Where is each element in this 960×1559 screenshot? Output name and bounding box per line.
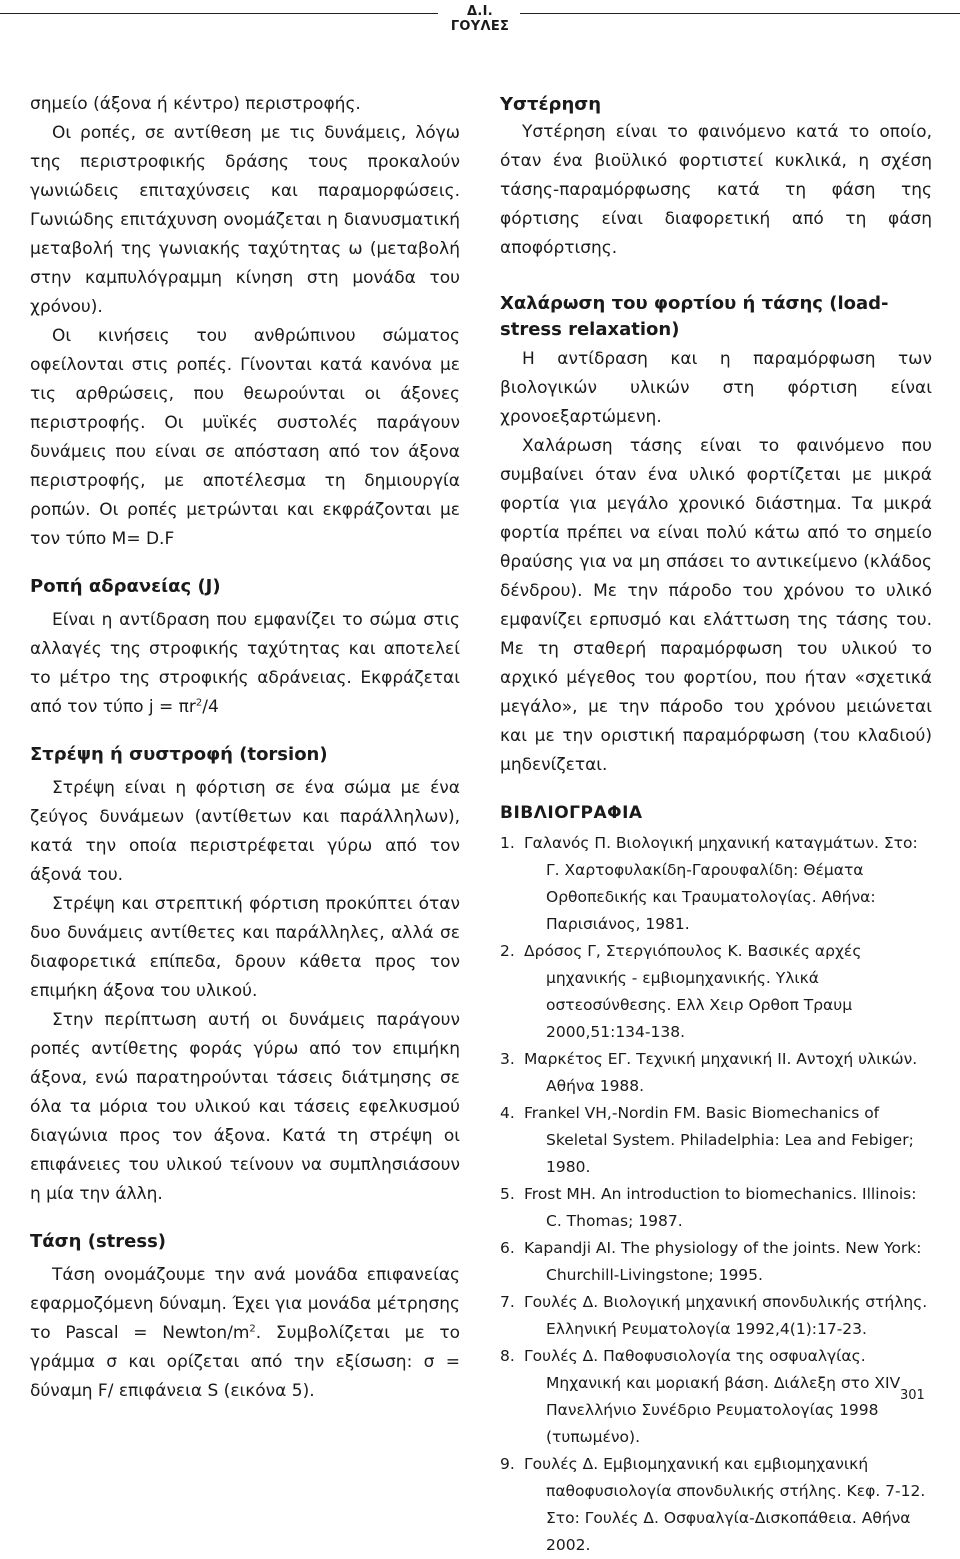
paragraph-torsion-2: Στρέψη και στρεπτική φόρτιση προκύπτει όταν δυο δυνάμεις αντίθετες και παράλληλες, αλλά σε διαφορετικά επίπεδα, δρουν κάθετα προς τον επιμήκη άξονα του υλικού. [30, 894, 460, 1001]
reference-number: 7. [500, 1293, 515, 1311]
right-column [500, 90, 932, 1559]
paragraph-stress [30, 1261, 460, 1406]
reference-item [500, 1100, 932, 1181]
reference-number: 3. [500, 1050, 515, 1068]
stress-superscript: 2 [249, 1323, 256, 1335]
reference-item [500, 1343, 932, 1451]
reference-list [500, 830, 932, 1559]
reference-text: Δρόσος Γ, Στεργιόπουλος Κ. Βασικές αρχές μηχανικής - εμβιομηχανικής. Υλικά οστεοσύνθεσης. Ελλ Χειρ Ορθοπ Τραυμ 2000,51:134-138. [524, 942, 862, 1041]
reference-text: Μαρκέτος ΕΓ. Τεχνική μηχανική ΙΙ. Αντοχή υλικών. Αθήνα 1988. [524, 1050, 918, 1095]
paragraph-body-movements: Οι κινήσεις του ανθρώπινου σώματος οφείλονται στις ροπές. Γίνονται κατά κανόνα με τις αρθρώσεις, που θεωρούνται οι άξονες περιστροφής. Οι μυϊκές συστολές παράγουν δυνάμεις που είναι σε απόσταση από τον άξονα περιστροφής, με αποτέλεσμα τη δημιουργία ροπών. Οι ροπές μετρώνται και εκφράζονται με τον τύπο M= D.F [30, 326, 460, 549]
reference-text: Kapandji AI. The physiology of the joints. New York: Churchill-Livingstone; 1995. [524, 1239, 922, 1284]
reference-item [500, 1181, 932, 1235]
heading-moment-of-inertia: Ροπή αδρανείας (J) [30, 576, 221, 597]
inertia-text-end: /4 [202, 697, 219, 717]
paragraph-hysteresis: Υστέρηση είναι το φαινόμενο κατά το οποίο, όταν ένα βιοϋλικό φορτιστεί κυκλικά, η σχέση τάσης-παραμόρφωσης κατά τη φάση της φόρτισης είναι διαφορετική από τη φάση αποφόρτισης. [500, 122, 932, 258]
reference-number: 5. [500, 1185, 515, 1203]
paragraph-moments: Οι ροπές, σε αντίθεση με τις δυνάμεις, λόγω της περιστροφικής δράσης τους προκαλούν γωνιώδεις επιταχύνσεις και παραμορφώσεις. Γωνιώδης επιτάχυνση ονομάζεται η διανυσματική μεταβολή της γωνιακής ταχύτητας ω (μεταβολή στην καμπυλόγραμμη κίνηση στη μονάδα του χρόνου). [30, 123, 460, 317]
heading-hysteresis: Υστέρηση [500, 94, 602, 115]
header-rule-right [520, 13, 960, 14]
reference-number: 4. [500, 1104, 515, 1122]
reference-text: Frost MH. An introduction to biomechanics. Illinois: C. Thomas; 1987. [524, 1185, 917, 1230]
running-header-title: Δ.Ι. ΓΟΥΛΕΣ [450, 4, 510, 34]
reference-text: Γουλές Δ. Βιολογική μηχανική σπονδυλικής στήλης. Ελληνική Ρευματολογία 1992,4(1):17-23. [524, 1293, 928, 1338]
left-column [30, 90, 460, 1406]
reference-text: Γουλές Δ. Εμβιομηχανική και εμβιομηχανική παθοφυσιολογία σπονδυλικής στήλης. Κεφ. 7-12. Στο: Γουλές Δ. Οσφυαλγία-Δισκοπάθεια. Αθήνα 2002. [524, 1455, 926, 1554]
reference-number: 9. [500, 1455, 515, 1473]
inertia-superscript: 2 [195, 697, 203, 709]
paragraph-relaxation-1: Η αντίδραση και η παραμόρφωση των βιολογικών υλικών στη φόρτιση είναι χρονοεξαρτώμενη. [500, 349, 932, 427]
reference-item [500, 830, 932, 938]
reference-item [500, 938, 932, 1046]
stress-text: Τάση ονομάζουμε την ανά μονάδα επιφανείας εφαρμοζόμενη δύναμη. Έχει για μονάδα μέτρησης το Pascal = Newton/m [30, 1265, 460, 1343]
reference-number: 1. [500, 834, 515, 852]
paragraph-continuation: σημείο (άξονα ή κέντρο) περιστροφής. [30, 94, 361, 114]
running-header [0, 0, 960, 34]
inertia-text: Είναι η αντίδραση που εμφανίζει το σώμα στις αλλαγές της στροφικής ταχύτητας και αποτελεί το μέτρο της στροφικής αδράνειας. Εκφράζεται από τον τύπο j = πr [30, 610, 460, 717]
reference-item [500, 1451, 932, 1559]
reference-item [500, 1235, 932, 1289]
paragraph-relaxation-2: Χαλάρωση τάσης είναι το φαινόμενο που συμβαίνει όταν ένα υλικό φορτίζεται με μικρά φορτία για μεγάλο χρονικό διάστημα. Τα μικρά φορτία πρέπει να είναι πολύ κάτω από το σημείο θραύσης για να μη σπάσει το αντικείμενο (κλάδος δένδρου). Με την πάροδο του χρόνου το υλικό εμφανίζει ερπυσμό και ελάττωση της τάσης του. Με τη σταθερή παραμόρφωση του υλικού το αρχικό μέγεθος του φορτίου, που ήταν «σχετικά μεγάλο», με την πάροδο του χρόνου μειώνεται και με την οριστική παραμόρφωση (του κλαδιού) μηδενίζεται. [500, 436, 932, 775]
heading-stress-relaxation: Χαλάρωση του φορτίου ή τάσης (load-stress relaxation) [500, 293, 889, 340]
reference-text: Γουλές Δ. Παθοφυσιολογία της οσφυαλγίας. Μηχανική και μοριακή βάση. Διάλεξη στο XIV Πανελλήνιο Συνέδριο Ρευματολογίας 1998 (τυπωμένο). [524, 1347, 901, 1446]
paragraph-moment-of-inertia [30, 606, 460, 722]
reference-item [500, 1046, 932, 1100]
heading-bibliography: ΒΙΒΛΙΟΓΡΑΦΙΑ [500, 803, 643, 823]
reference-text: Γαλανός Π. Βιολογική μηχανική καταγμάτων. Στο: Γ. Χαρτοφυλακίδη-Γαρουφαλίδη: Θέματα Ορθοπεδικής και Τραυματολογίας. Αθήνα: Παρισιάνος, 1981. [524, 834, 918, 933]
reference-number: 6. [500, 1239, 515, 1257]
reference-item [500, 1289, 932, 1343]
page-number: 301 [900, 1388, 925, 1403]
reference-number: 8. [500, 1347, 515, 1365]
reference-text: Frankel VH,-Nordin FM. Basic Biomechanics of Skeletal System. Philadelphia: Lea and Febiger; 1980. [524, 1104, 914, 1176]
heading-torsion: Στρέψη ή συστροφή (torsion) [30, 744, 328, 765]
stress-text-end: . Συμβολίζεται με το γράμμα σ και ορίζεται από την εξίσωση: σ = δύναμη F/ επιφάνεια S (εικόνα 5). [30, 1323, 460, 1401]
paragraph-torsion-1: Στρέψη είναι η φόρτιση σε ένα σώμα με ένα ζεύγος δυνάμεων (αντίθετων και παράλληλων), κατά την οποία περιστρέφεται γύρω από τον άξονά του. [30, 778, 460, 885]
heading-stress: Τάση (stress) [30, 1231, 167, 1252]
paragraph-torsion-3: Στην περίπτωση αυτή οι δυνάμεις παράγουν ροπές αντίθετης φοράς γύρω από τον επιμήκη άξονα, ενώ παρατηρούνται τάσεις διάτμησης σε όλα τα μόρια του υλικού και τάσεις εφελκυσμού διαγώνια προς τον άξονα. Κατά τη στρέψη οι επιφάνειες του υλικού τείνουν να συμπλησιάσουν η μία την άλλη. [30, 1010, 460, 1204]
header-rule-left [0, 13, 438, 14]
reference-number: 2. [500, 942, 515, 960]
